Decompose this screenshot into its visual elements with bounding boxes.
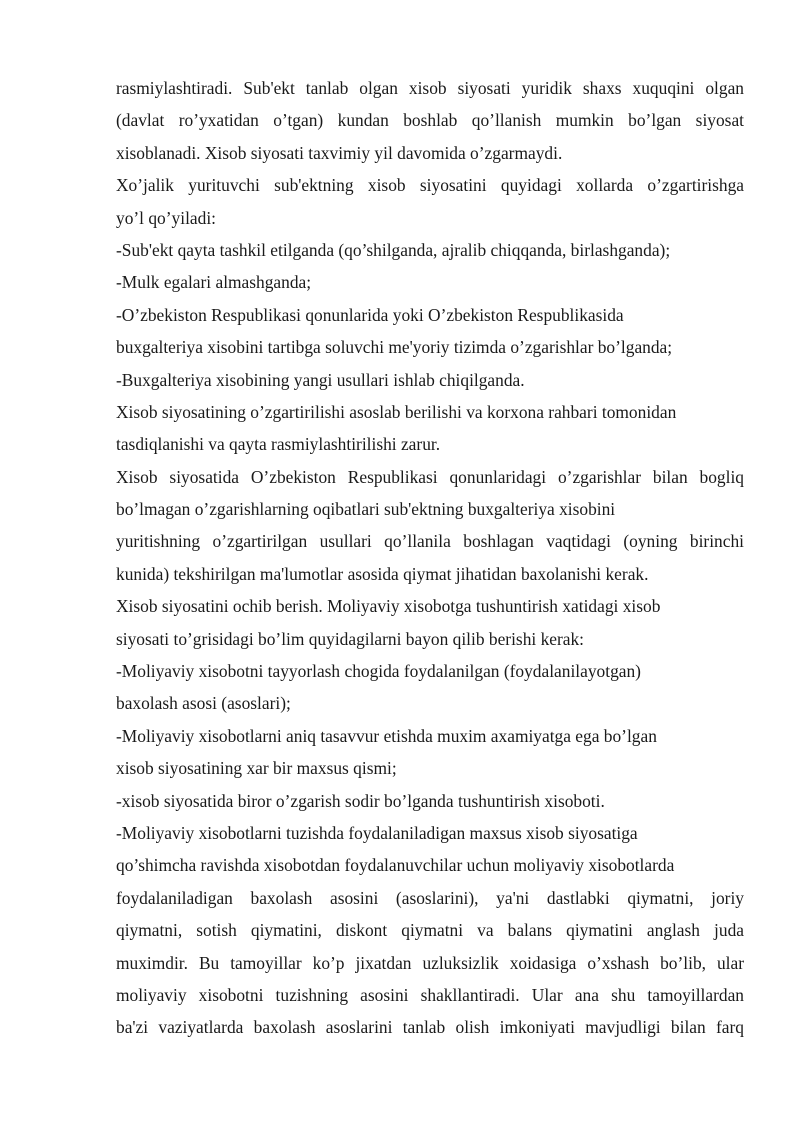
text-line: foydalaniladigan baxolash asosini (asoslarini), ya'ni dastlabki qiymatni, joriy <box>116 887 744 908</box>
text-line: moliyaviy xisobotni tuzishning asosini shakllantiradi. Ular ana shu tamoyillardan <box>116 984 744 1005</box>
text-line: -Moliyaviy xisobotlarni aniq tasavvur etishda muxim axamiyatga ega bo’lgan <box>116 725 657 746</box>
text-line: xisob siyosatining xar bir maxsus qismi; <box>116 758 397 779</box>
text-line: muximdir. Bu tamoyillar ko’p jixatdan uzluksizlik xoidasiga o’xshash bo’lib, ular <box>116 952 744 973</box>
text-line: -Buxgalteriya xisobining yangi usullari ishlab chiqilganda. <box>116 369 525 390</box>
text-line: rasmiylashtiradi. Sub'ekt tanlab olgan xisob siyosati yuridik shaxs xuquqini olgan <box>116 78 744 98</box>
text-line: buxgalteriya xisobini tartibga soluvchi me'yoriy tizimda o’zgarishlar bo’lganda; <box>116 337 673 358</box>
text-line: yuritishning o’zgartirilgan usullari qo’llanila boshlagan vaqtidagi (oyning birinchi <box>116 531 744 552</box>
text-line: xisoblanadi. Xisob siyosati taxvimiy yil davomida o’zgarmaydi. <box>116 142 563 163</box>
text-line: kunida) tekshirilgan ma'lumotlar asosida qiymat jihatidan baxolanishi kerak. <box>116 563 649 584</box>
text-line: qo’shimcha ravishda xisobotdan foydalanuvchilar uchun moliyaviy xisobotlarda <box>116 855 675 876</box>
text-line: bo’lmagan o’zgarishlarning oqibatlari sub'ektning buxgalteriya xisobini <box>116 499 616 520</box>
text-line: -Moliyaviy xisobotni tayyorlash chogida foydalanilgan (foydalanilayotgan) <box>116 661 641 682</box>
text-line: Xo’jalik yurituvchi sub'ektning xisob siyosatini quyidagi xollarda o’zgartirishga <box>116 175 744 196</box>
text-line: Xisob siyosatining o’zgartirilishi asoslab berilishi va korxona rahbari tomonidan <box>116 401 677 422</box>
text-line: baxolash asosi (asoslari); <box>116 693 291 714</box>
text-line: qiymatni, sotish qiymatini, diskont qiymatni va balans qiymatini anglash juda <box>116 920 744 941</box>
text-line: tasdiqlanishi va qayta rasmiylashtirilishi zarur. <box>116 434 441 455</box>
text-line: -Mulk egalari almashganda; <box>116 272 312 293</box>
text-line: (davlat ro’yxatidan o’tgan) kundan boshlab qo’llanish mumkin bo’lgan siyosat <box>116 110 744 131</box>
text-line: siyosati to’grisidagi bo’lim quyidagilarni bayon qilib berishi kerak: <box>116 628 585 649</box>
text-line: yo’l qo’yiladi: <box>116 207 216 228</box>
text-line: -Sub'ekt qayta tashkil etilganda (qo’shilganda, ajralib chiqqanda, birlashganda); <box>116 239 671 260</box>
body-text <box>116 72 744 1044</box>
text-line: -xisob siyosatida biror o’zgarish sodir bo’lganda tushuntirish xisoboti. <box>116 790 605 811</box>
text-line: Xisob siyosatini ochib berish. Moliyaviy xisobotga tushuntirish xatidagi xisob <box>116 596 661 617</box>
text-line: Xisob siyosatida O’zbekiston Respublikasi qonunlaridagi o’zgarishlar bilan bogliq <box>116 466 744 487</box>
text-line: -Moliyaviy xisobotlarni tuzishda foydalaniladigan maxsus xisob siyosatiga <box>116 822 638 843</box>
text-line: ba'zi vaziyatlarda baxolash asoslarini tanlab olish imkoniyati mavjudligi bilan farq <box>116 1017 744 1038</box>
text-line: -O’zbekiston Respublikasi qonunlarida yoki O’zbekiston Respublikasida <box>116 304 624 325</box>
